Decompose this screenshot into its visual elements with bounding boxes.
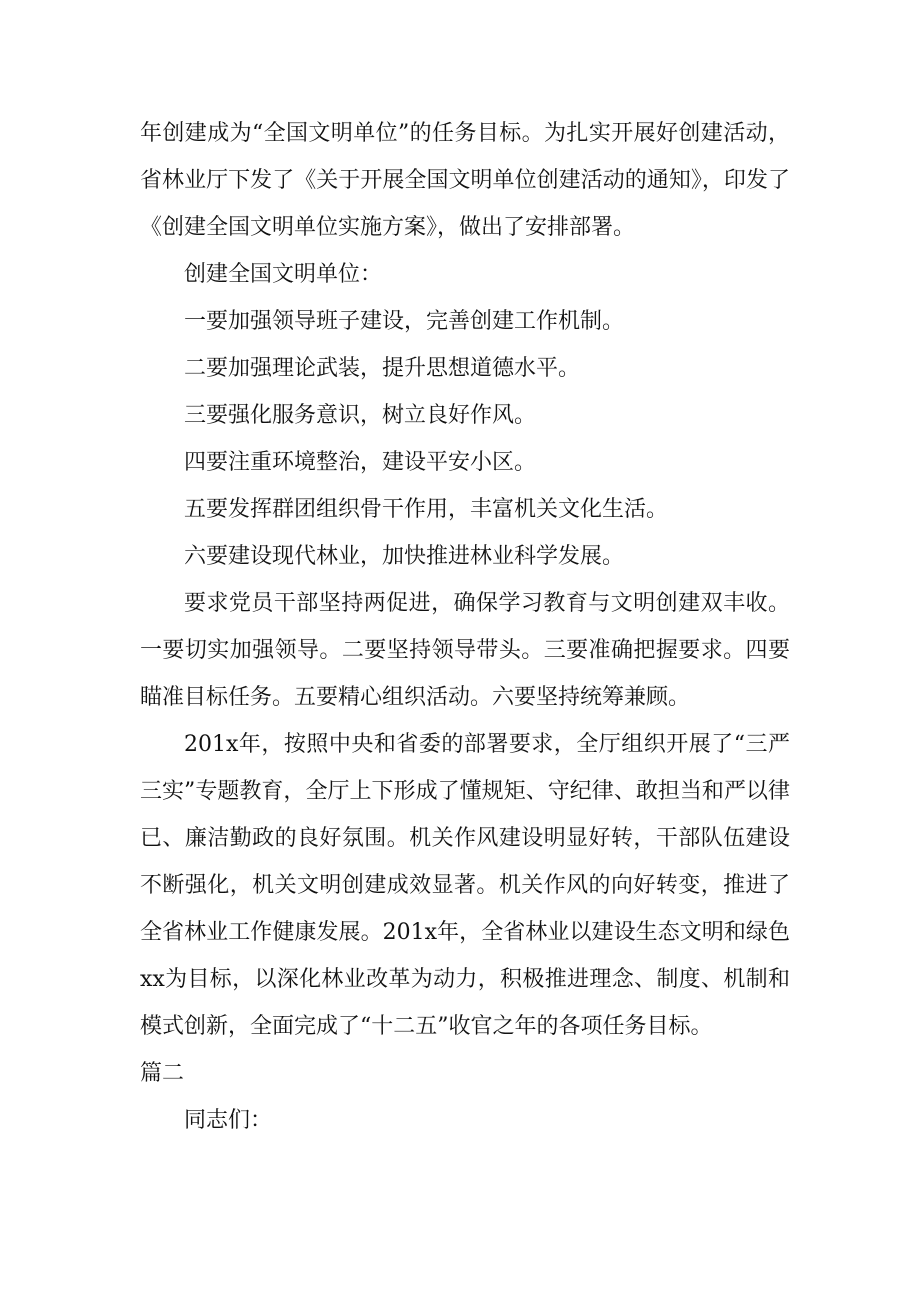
paragraph-requirements: 要求党员干部坚持两促进，确保学习教育与文明创建双丰收。一要切实加强领导。二要坚持领导带头。三要准确把握要求。四要瞄准目标任务。五要精心组织活动。六要坚持统筹兼顾。 bbox=[140, 591, 790, 710]
list-item-5: 五要发挥群团组织骨干作用，丰富机关文化生活。 bbox=[184, 497, 669, 522]
paragraph-review: 201x年，按照中央和省委的部署要求，全厅组织开展了“三严三实”专题教育，全厅上下形成了懂规矩、守纪律、敢担当和严以律已、廉洁勤政的良好氛围。机关作风建设明显好转，干部队伍建设不断强化，机关文明创建成效显著。机关作风的向好转变，推进了全省林业工作健康发展。201x年，全省林业以建设生态文明和绿色xx为目标，以深化林业改革为动力，积极推进理念、制度、机制和模式创新，全面完成了“十二五”收官之年的各项任务目标。 bbox=[140, 732, 790, 1039]
list-item-3: 三要强化服务意识，树立良好作风。 bbox=[184, 403, 537, 428]
list-item-4: 四要注重环境整治，建设平安小区。 bbox=[184, 450, 537, 475]
list-item-6: 六要建设现代林业，加快推进林业科学发展。 bbox=[184, 544, 625, 569]
paragraph-intro: 年创建成为“全国文明单位”的任务目标。为扎实开展好创建活动，省林业厅下发了《关于开展全国文明单位创建活动的通知》，印发了《创建全国文明单位实施方案》，做出了安排部署。 bbox=[140, 121, 790, 240]
paragraph-salutation: 同志们： bbox=[184, 1108, 273, 1133]
list-item-1: 一要加强领导班子建设，完善创建工作机制。 bbox=[184, 309, 625, 334]
document-body bbox=[140, 110, 790, 1144]
paragraph-heading-create: 创建全国文明单位： bbox=[184, 262, 383, 287]
list-item-2: 二要加强理论武装，提升思想道德水平。 bbox=[184, 356, 581, 381]
section-heading: 篇二 bbox=[140, 1061, 185, 1086]
